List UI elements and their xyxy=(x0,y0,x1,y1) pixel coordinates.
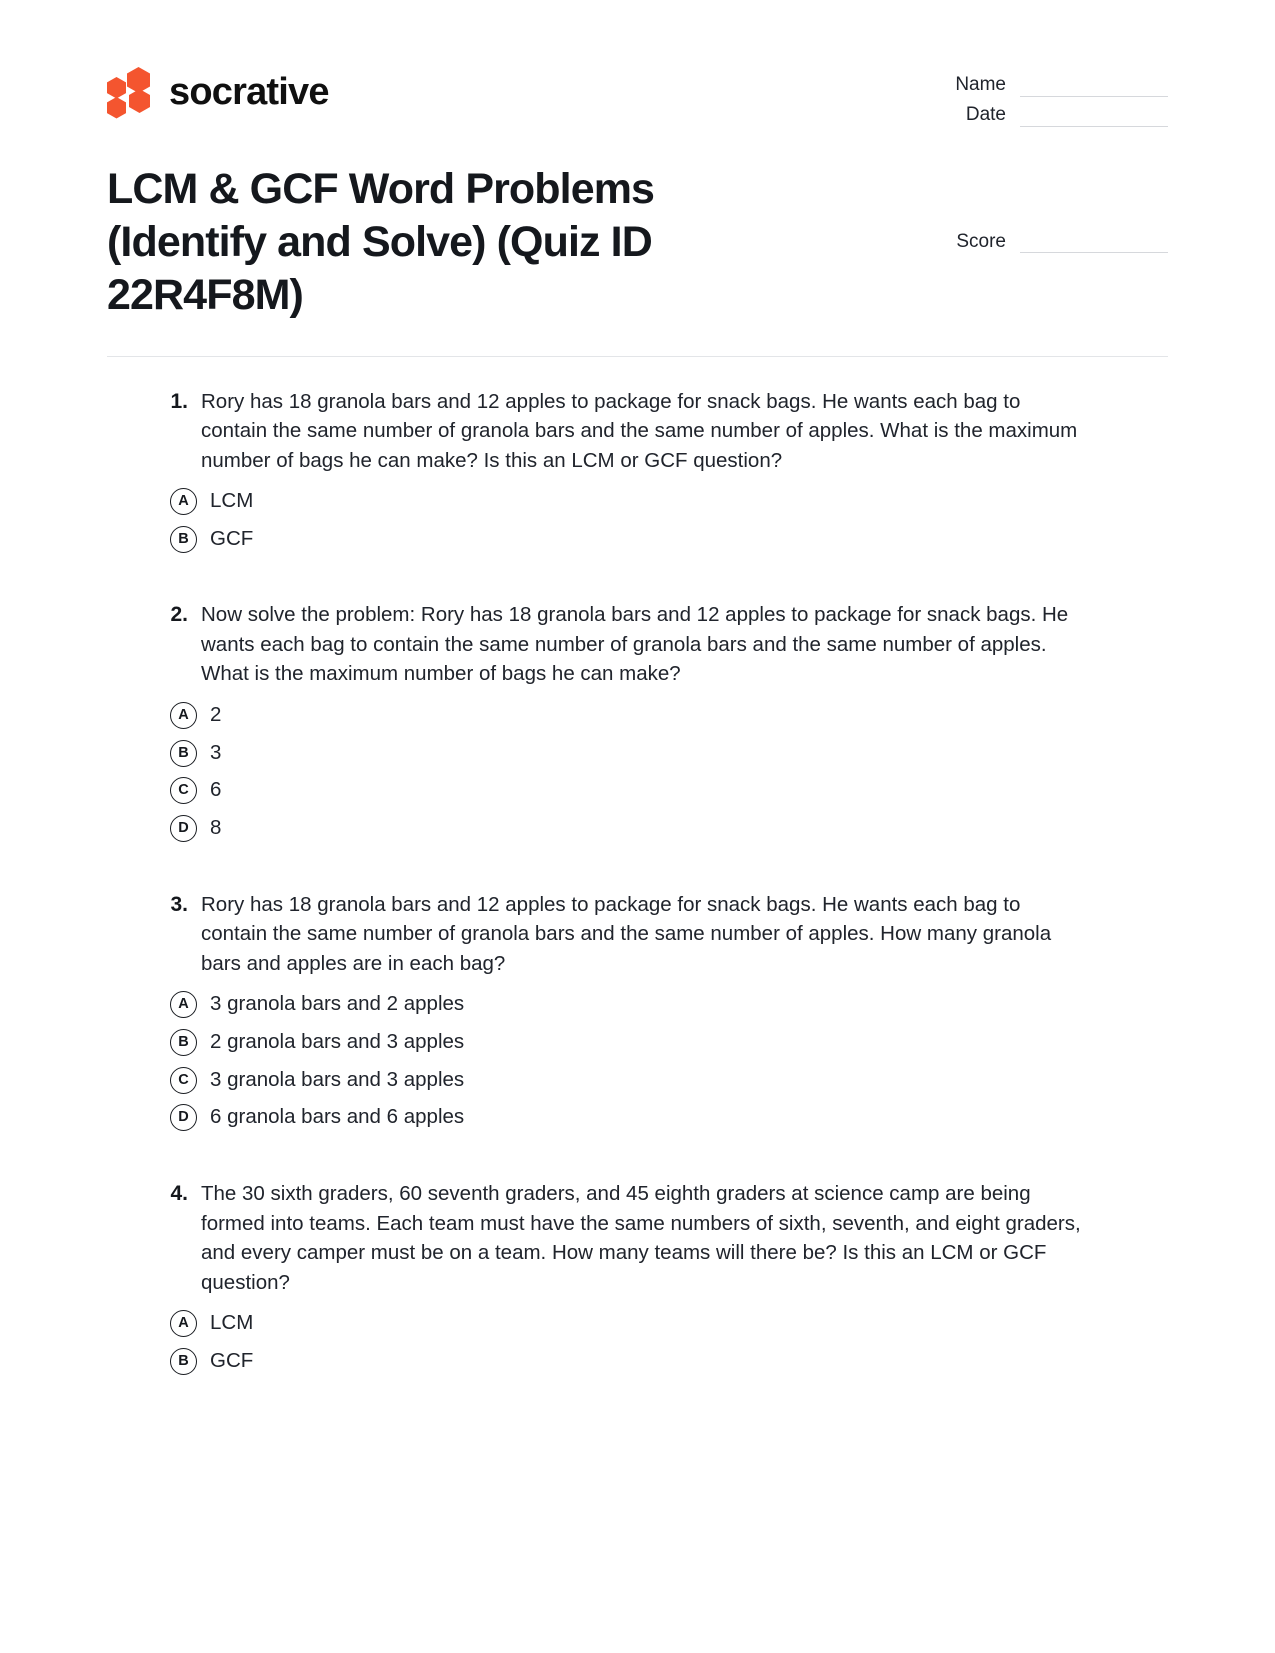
question-heading xyxy=(164,387,1168,476)
option-bubble-icon[interactable]: A xyxy=(170,488,197,515)
questions-list xyxy=(107,387,1168,1376)
option-bubble-icon[interactable]: B xyxy=(170,740,197,767)
question-item xyxy=(164,890,1168,1132)
page-title: LCM & GCF Word Problems (Identify and Solve) (Quiz ID 22R4F8M) xyxy=(107,164,655,320)
option-label: 6 xyxy=(210,778,222,802)
answer-option[interactable] xyxy=(164,701,1168,730)
score-field-row xyxy=(956,163,1168,254)
option-label: 2 xyxy=(210,703,222,726)
option-bubble-icon[interactable]: C xyxy=(170,1067,197,1094)
answer-options xyxy=(164,701,1168,843)
answer-option[interactable] xyxy=(164,990,1168,1019)
title-area xyxy=(107,163,1168,323)
question-number: 2. xyxy=(170,603,188,627)
option-bubble-icon[interactable]: B xyxy=(170,526,197,553)
option-bubble-icon[interactable]: A xyxy=(170,702,197,729)
hexagon-shape xyxy=(129,89,150,113)
answer-option[interactable] xyxy=(164,525,1168,554)
option-label: 3 granola bars and 2 apples xyxy=(210,992,465,1016)
option-bubble-icon[interactable]: B xyxy=(170,1029,197,1056)
answer-options xyxy=(164,1309,1168,1375)
answer-option[interactable] xyxy=(164,814,1168,843)
question-text: The 30 sixth graders, 60 seventh graders, and 45 eighth graders at science camp are being formed into teams. Each team must have the same numbers of sixth, seventh, and eight graders, and every camper must be on a team. How many teams will there be? Is this an LCM or GCF question? xyxy=(201,1182,1081,1294)
brand-wordmark: socrative xyxy=(169,71,329,113)
option-label: GCF xyxy=(210,1348,254,1372)
option-bubble-icon[interactable]: A xyxy=(170,991,197,1018)
question-item xyxy=(164,1179,1168,1375)
question-item xyxy=(164,600,1168,842)
student-info-fields xyxy=(955,62,1168,127)
question-heading xyxy=(164,890,1168,979)
option-bubble-icon[interactable]: C xyxy=(170,777,197,804)
name-field-row xyxy=(955,74,1168,97)
answer-option[interactable] xyxy=(164,1309,1168,1338)
answer-option[interactable] xyxy=(164,1028,1168,1057)
option-label: 3 xyxy=(210,740,222,764)
answer-option[interactable] xyxy=(164,1066,1168,1095)
answer-options xyxy=(164,990,1168,1132)
hexagon-shape xyxy=(107,97,126,119)
hexagon-shape xyxy=(127,67,150,93)
answer-option[interactable] xyxy=(164,739,1168,768)
name-input-line[interactable] xyxy=(1020,77,1168,97)
answer-option[interactable] xyxy=(164,776,1168,805)
score-label: Score xyxy=(956,230,1006,252)
date-label: Date xyxy=(965,103,1006,125)
question-item xyxy=(164,387,1168,554)
question-heading xyxy=(164,1179,1168,1297)
option-bubble-icon[interactable]: B xyxy=(170,1348,197,1375)
question-heading xyxy=(164,600,1168,689)
question-number: 4. xyxy=(170,1182,188,1206)
option-bubble-icon[interactable]: A xyxy=(170,1310,197,1337)
answer-options xyxy=(164,487,1168,553)
question-number: 1. xyxy=(170,389,188,413)
hexagon-logo-icon xyxy=(107,67,153,117)
name-label: Name xyxy=(955,74,1006,95)
option-label: 6 granola bars and 6 apples xyxy=(210,1105,465,1129)
option-label: 8 xyxy=(210,816,222,840)
date-input-line[interactable] xyxy=(1020,107,1168,127)
question-text: Rory has 18 granola bars and 12 apples to package for snack bags. He wants each bag to contain the same number of granola bars and the same number of apples. What is the maximum number of bags he can make? Is this an LCM or GCF question? xyxy=(201,389,1078,472)
option-label: 2 granola bars and 3 apples xyxy=(210,1029,465,1053)
option-bubble-icon[interactable]: D xyxy=(170,815,197,842)
question-number: 3. xyxy=(170,892,188,916)
option-label: GCF xyxy=(210,526,254,550)
answer-option[interactable] xyxy=(164,1103,1168,1132)
socrative-logo xyxy=(107,62,329,122)
question-text: Now solve the problem: Rory has 18 granola bars and 12 apples to package for snack bags. He wants each bag to contain the same number of granola bars and the same number of apples. What is the maximum number of bags he can make? xyxy=(201,603,1069,686)
option-label: LCM xyxy=(210,1311,254,1335)
page-header xyxy=(107,0,1168,127)
answer-option[interactable] xyxy=(164,1347,1168,1376)
answer-option[interactable] xyxy=(164,487,1168,516)
score-input-line[interactable] xyxy=(1020,233,1168,253)
option-label: 3 granola bars and 3 apples xyxy=(210,1067,465,1091)
header-divider xyxy=(107,356,1168,357)
question-text: Rory has 18 granola bars and 12 apples to package for snack bags. He wants each bag to contain the same number of granola bars and the same number of apples. How many granola bars and apples are in each bag? xyxy=(201,892,1052,975)
hexagon-shape xyxy=(107,77,126,99)
option-bubble-icon[interactable]: D xyxy=(170,1104,197,1131)
option-label: LCM xyxy=(210,489,254,513)
date-field-row xyxy=(955,104,1168,127)
